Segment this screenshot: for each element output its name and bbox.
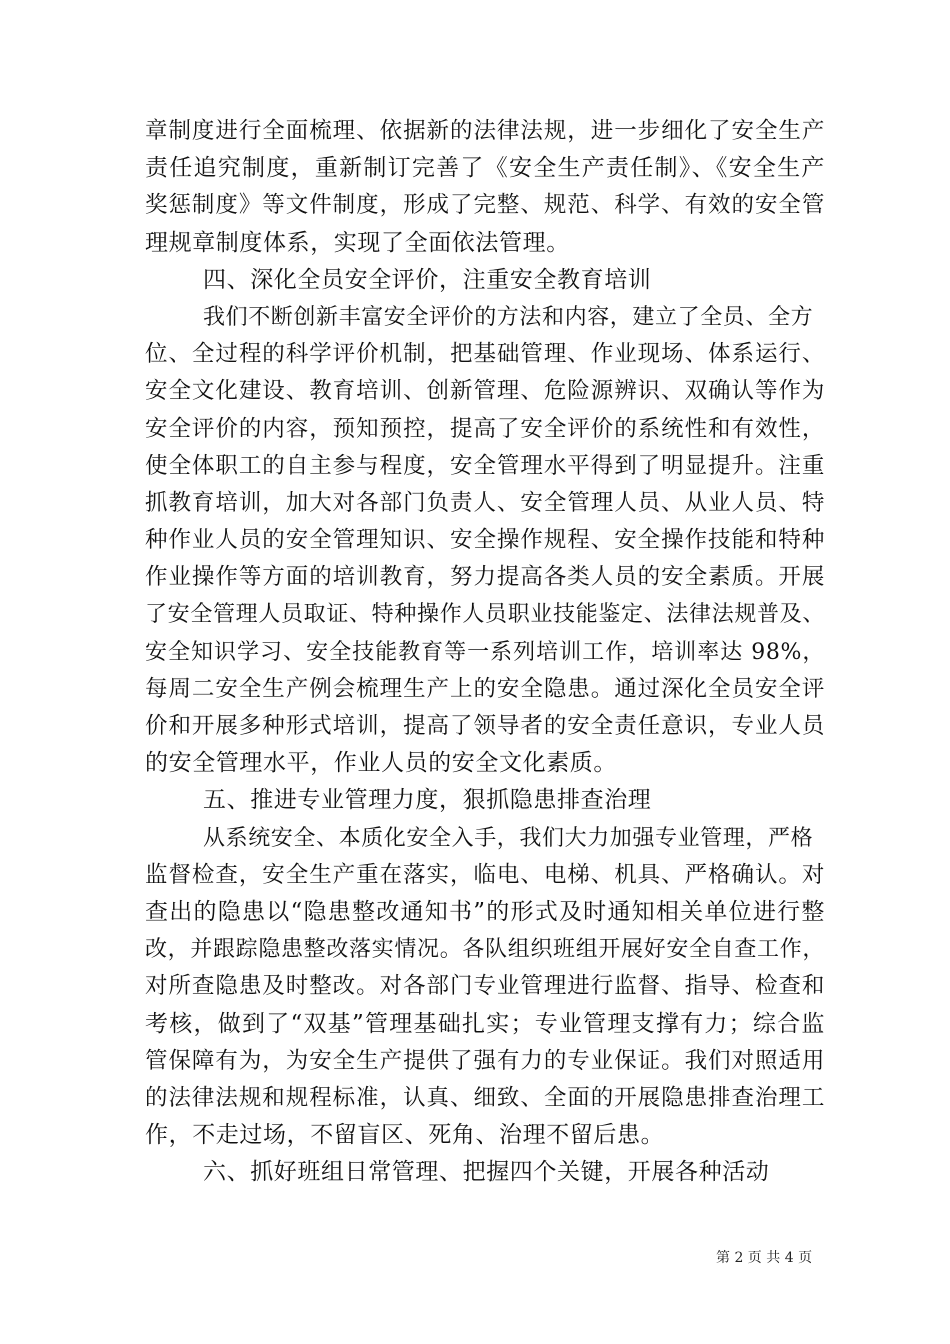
section-heading: 五、推进专业管理力度，狠抓隐患排查治理 (203, 787, 652, 814)
body-line: 管保障有为，为安全生产提供了强有力的专业保证。我们对照适用 (145, 1047, 825, 1074)
body-line: 的安全管理水平，作业人员的安全文化素质。 (145, 750, 617, 777)
body-line: 位、全过程的科学评价机制，把基础管理、作业现场、体系运行、 (145, 341, 825, 368)
body-line: 了安全管理人员取证、特种操作人员职业技能鉴定、法律法规普及、 (145, 602, 825, 628)
body-line: 理规章制度体系，实现了全面依法管理。 (145, 229, 570, 256)
body-line: 考核，做到了“双基”管理基础扎实；专业管理支撑有力；综合监 (145, 1010, 825, 1037)
body-line: 改，并跟踪隐患整改落实情况。各队组织班组开展好安全自查工作， (145, 937, 825, 963)
document-body (145, 113, 825, 1191)
body-line: 安全知识学习、安全技能教育等一系列培训工作，培训率达 98%， (145, 639, 825, 665)
body-line: 监督检查，安全生产重在落实，临电、电梯、机具、严格确认。对 (145, 861, 825, 888)
body-line: 章制度进行全面梳理、依据新的法律法规，进一步细化了安全生产 (145, 118, 825, 144)
body-line: 价和开展多种形式培训，提高了领导者的安全责任意识，专业人员 (145, 713, 825, 739)
section-heading: 四、深化全员安全评价，注重安全教育培训 (203, 266, 652, 293)
body-line: 查出的隐患以“隐患整改通知书”的形式及时通知相关单位进行整 (145, 898, 825, 925)
body-line: 安全文化建设、教育培训、创新管理、危险源辨识、双确认等作为 (145, 378, 825, 405)
body-line: 种作业人员的安全管理知识、安全操作规程、安全操作技能和特种 (145, 527, 825, 554)
page-number-footer: 第 2 页 共 4 页 (716, 1250, 813, 1266)
body-line: 作，不走过场，不留盲区、死角、治理不留后患。 (145, 1122, 665, 1149)
body-line: 每周二安全生产例会梳理生产上的安全隐患。通过深化全员安全评 (145, 675, 825, 702)
body-line: 抓教育培训，加大对各部门负责人、安全管理人员、从业人员、特 (145, 489, 825, 516)
body-line: 作业操作等方面的培训教育，努力提高各类人员的安全素质。开展 (145, 564, 825, 591)
body-line: 责任追究制度，重新制订完善了《安全生产责任制》、《安全生产 (145, 155, 825, 182)
body-line: 我们不断创新丰富安全评价的方法和内容，建立了全员、全方 (203, 304, 814, 330)
body-line: 安全评价的内容，预知预控，提高了安全评价的系统性和有效性， (145, 415, 825, 442)
body-line: 奖惩制度》等文件制度，形成了完整、规范、科学、有效的安全管 (145, 192, 825, 219)
body-line: 对所查隐患及时整改。对各部门专业管理进行监督、指导、检查和 (145, 973, 825, 1000)
body-line: 使全体职工的自主参与程度，安全管理水平得到了明显提升。注重 (145, 452, 825, 479)
section-heading: 六、抓好班组日常管理、把握四个关键，开展各种活动 (203, 1159, 770, 1186)
body-line: 从系统安全、本质化安全入手，我们大力加强专业管理，严格 (203, 825, 814, 851)
body-line: 的法律法规和规程标准，认真、细致、全面的开展隐患排查治理工 (145, 1084, 825, 1111)
